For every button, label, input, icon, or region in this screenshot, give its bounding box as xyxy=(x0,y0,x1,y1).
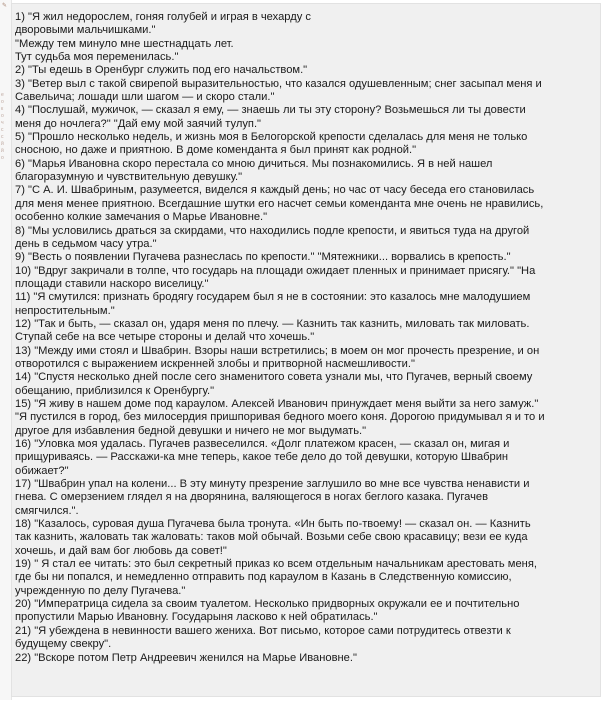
edge-fragment: о xyxy=(1,113,4,119)
quote-line: 4) "Послушай, мужичок, — сказал я ему, — знаешь ли ты эту сторону? Возьмешься ли ты довести xyxy=(15,104,526,117)
quote-line: 14) "Спустя несколько дней после сего знаменитого совета узнали мы, что Пугачев, верный своему xyxy=(15,371,533,384)
quote-line: обещанию, приблизился к Оренбургу." xyxy=(15,384,215,397)
quote-item xyxy=(15,184,596,224)
quote-line: 13) "Между ими стоял и Швабрин. Взоры наши встретились; в моем он мог прочесть презрение, и он xyxy=(15,344,540,357)
quote-item xyxy=(15,78,596,105)
quote-line: 19) " Я стал ее читать: это был секретный приказ ко всем отдельным начальникам арестовать меня, xyxy=(15,558,537,571)
quote-item xyxy=(15,64,596,77)
edge-fragment: е xyxy=(1,92,4,98)
quote-line: 8) "Мы условились драться за скирдами, что находились подле крепости, и явиться туда на другой xyxy=(15,224,530,237)
quote-line: Тут судьба моя переменилась." xyxy=(15,51,179,64)
edge-fragment: о xyxy=(1,99,4,105)
edge-fragment: ч xyxy=(1,120,4,126)
quote-line: отворотился с выражением искренней злобы и притворной насмешливости." xyxy=(15,357,415,370)
quote-line: Ступай себе на все четыре стороны и делай что хочешь." xyxy=(15,331,315,344)
quote-item xyxy=(15,652,596,665)
quote-line: 7) "С А. И. Швабриным, разумеется, виделся я каждый день; но час от часу беседа его становилась xyxy=(15,184,535,197)
quote-line: "Между тем минуло мне шестнадцать лет. xyxy=(15,37,234,50)
quote-line: площади ставили наскоро виселицу." xyxy=(15,277,209,290)
quote-line: 10) "Вдруг закричали в толпе, что государь на площади ожидает пленных и принимает присягу." "На xyxy=(15,264,536,277)
edge-fragment: с xyxy=(1,134,4,140)
quote-line: обижает?" xyxy=(15,464,69,477)
quote-line: особенно колкие замечания о Марье Ивановне." xyxy=(15,211,268,224)
quote-line: гнева. С омерзением глядел я на дворянина, валяющегося в ногах беглого казака. Пугачев xyxy=(15,491,489,504)
quote-line: 5) "Прошло несколько недель, и жизнь моя в Белогорской крепости сделалась для меня не только xyxy=(15,131,528,144)
quote-line: 1) "Я жил недорослем, гоняя голубей и играя в чехарду с xyxy=(15,11,311,23)
quote-line: 3) "Ветер выл с такой свирепой выразительностью, что казался одушевленным; снег засыпал меня и xyxy=(15,77,542,90)
edge-fragment: с xyxy=(1,127,4,133)
quote-line: Савельича; лошади шли шагом — и скоро стали." xyxy=(15,91,275,104)
quote-line: так казнить, жаловать так жаловать: таков мой обычай. Возьми себе свою красавицу; вези ее куда xyxy=(15,531,528,544)
quote-line: 20) "Императрица сидела за своим туалетом. Несколько придворных окружали ее и почтительно xyxy=(15,598,520,611)
quote-list-panel xyxy=(11,3,601,697)
quote-line: сносною, но даже и приятною. В доме коменданта я был принят как родной." xyxy=(15,144,417,157)
quote-line: 11) "Я смутился: признать бродягу государем был я не в состоянии: это казалось мне малодушием xyxy=(15,291,531,304)
quote-line: где бы ни попался, и немедленно отправить под караулом в Казань в Следственную комиссию, xyxy=(15,571,512,584)
quote-item xyxy=(15,265,596,292)
edge-fragment: й xyxy=(1,148,4,154)
quote-line: 21) "Я убеждена в невинности вашего жениха. Вот письмо, которое сами потрудитесь отвезти к xyxy=(15,624,511,637)
quote-line: 15) "Я живу в нашем доме под караулом. Алексей Иванович принуждает меня выйти за него замуж." xyxy=(15,397,539,410)
quote-item xyxy=(15,398,596,438)
quote-item xyxy=(15,291,596,318)
quote-line: учрежденную по делу Пугачева." xyxy=(15,584,186,597)
quote-line: хочешь, и дай вам бог любовь да совет!" xyxy=(15,544,227,557)
quote-item xyxy=(15,251,596,264)
quote-item xyxy=(15,598,596,625)
quote-line: для меня менее приятною. Всегдашние шутки его насчет семьи коменданта мне очень не нравились, xyxy=(15,197,544,210)
quote-line: благоразумную и чувствительную девушку." xyxy=(15,171,243,184)
quote-line: 18) "Казалось, суровая душа Пугачева была тронута. «Ин быть по-твоему! — сказал он. — Казнить xyxy=(15,518,531,531)
quote-line: смягчился.". xyxy=(15,504,79,517)
quote-item xyxy=(15,518,596,558)
edge-fragment: к xyxy=(1,106,4,112)
quote-line: 9) "Весть о появлении Пугачева разнеслась по крепости." "Мятежники... ворвались в крепость." xyxy=(15,251,511,264)
edge-fragment: о xyxy=(1,155,4,161)
quote-item xyxy=(15,625,596,652)
quote-item xyxy=(15,371,596,398)
quote-item xyxy=(15,158,596,185)
pin-icon: ✎ xyxy=(2,3,8,9)
quote-item xyxy=(15,225,596,252)
quote-line: день в седьмом часу утра." xyxy=(15,237,157,250)
quote-line: непростительным." xyxy=(15,304,115,317)
quote-item xyxy=(15,11,596,64)
quote-line: 17) "Швабрин упал на колени... В эту минуту презрение заглушило во мне все чувства ненависти и xyxy=(15,478,530,491)
quote-item xyxy=(15,131,596,158)
edge-fragment: й xyxy=(1,141,4,147)
quote-line: другое для избавления бедной девушки и ничего не мог выдумать." xyxy=(15,424,367,437)
quote-line: 16) "Уловка моя удалась. Пугачев развеселился. «Долг платежом красен, — сказал он, мигая и xyxy=(15,438,510,450)
quote-line: будущему свекру". xyxy=(15,638,112,651)
quote-line: меня до ночлега?" "Дай ему мой заячий тулуп." xyxy=(15,117,262,130)
quote-item xyxy=(15,438,596,478)
quote-item xyxy=(15,318,596,345)
quote-line: 12) "Так и быть, — сказал он, ударя меня по плечу. — Казнить так казнить, миловать так миловать. xyxy=(15,317,530,330)
quote-line: пропустили Марью Ивановну. Государыня ласково к ней обратилась." xyxy=(15,611,378,624)
quote-line: "Я пустился в город, без милосердия пришпоривая бедного моего коня. Дорогою придумывал я и то и xyxy=(15,411,545,424)
quote-line: 6) "Марья Ивановна скоро перестала со мною дичиться. Мы познакомились. Я в ней нашел xyxy=(15,157,493,170)
quote-item xyxy=(15,104,596,131)
quote-item xyxy=(15,558,596,598)
quote-item xyxy=(15,478,596,518)
quote-line: прищуриваясь. — Расскажи-ка мне теперь, какое тебе дело до той девушки, которую Швабрин xyxy=(15,451,509,464)
quote-line: 2) "Ты едешь в Оренбург служить под его начальством." xyxy=(15,64,308,77)
quote-item xyxy=(15,345,596,372)
quote-line: 22) "Вскоре потом Петр Андреевич женился на Марье Ивановне." xyxy=(15,651,357,664)
quote-line: дворовыми мальчишками." xyxy=(15,24,156,37)
